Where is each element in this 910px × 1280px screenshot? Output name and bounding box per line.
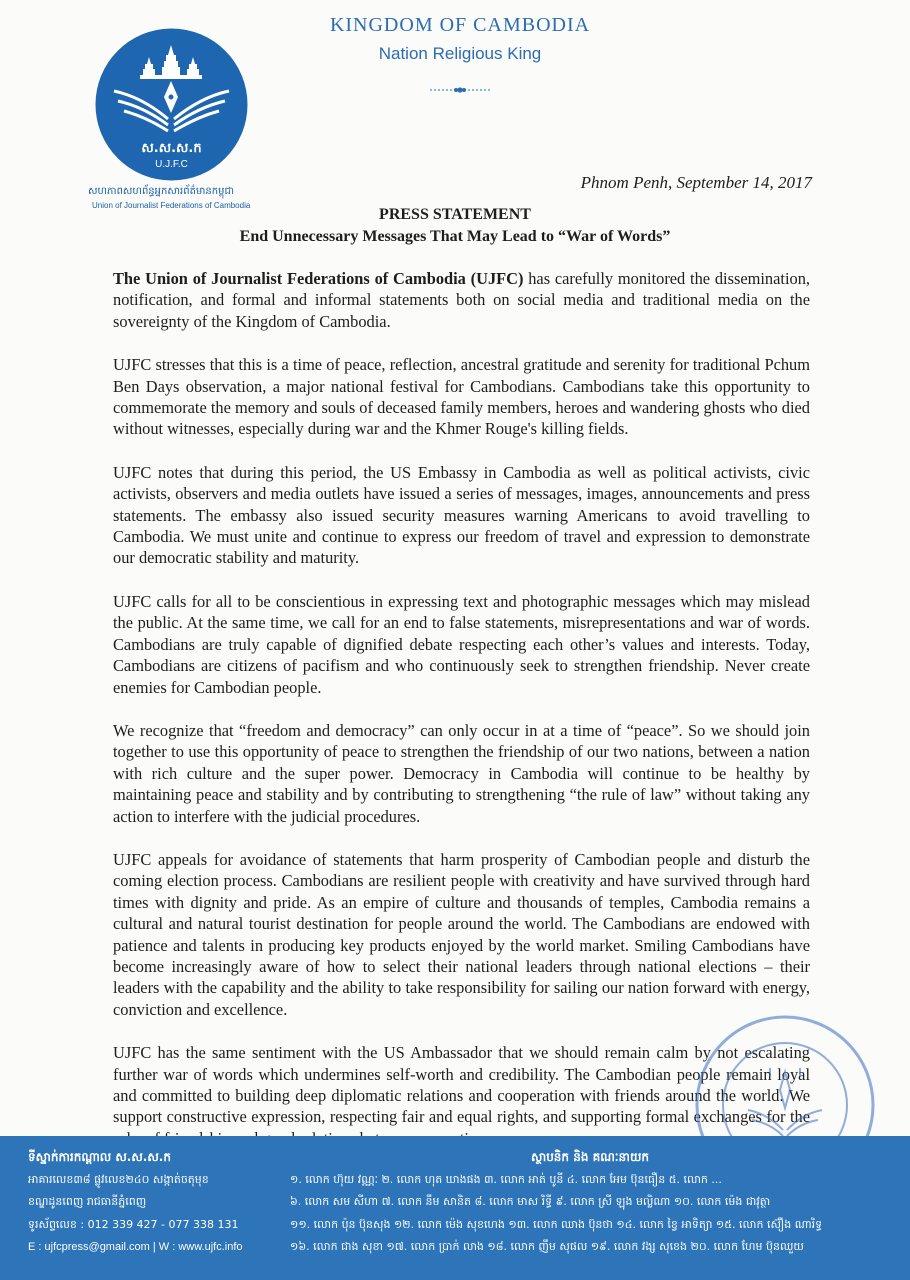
org-name-english: Union of Journalist Federations of Cambodia — [92, 201, 251, 210]
founders-row: ១. លោក ហ៊ុយ វណ្ណៈ ២. លោក ហុត ឃាងផង ៣. លោក អាត់ បូនី ៤. លោក អែម ប៊ុនធឿន ៥. លោក ... — [290, 1172, 722, 1186]
logo-abbrev: U.J.F.C — [155, 159, 188, 170]
date-line: Phnom Penh, September 14, 2017 — [580, 173, 812, 192]
founders-row: ៦. លោក សម សីហា ៧. លោក នឹម សានិត ៨. លោក មាស រិទ្ធី ៩. លោក ស្រី ឡុង មល្លិណា ១០. លោក ម៉េង ជាវុត្ថា — [290, 1195, 771, 1208]
paragraph-1-text: has carefully monitored the dissemination, notification, and formal and informal statements both on social media and traditional media on the sovereignty of the Kingdom of Cambodia. — [113, 269, 810, 331]
office-contact — [28, 1146, 278, 1259]
phone-line: ទូរស័ព្ទលេខ : 012 339 427 - 077 338 131 — [28, 1217, 239, 1231]
ujfc-logo — [94, 27, 249, 182]
email-web-line: E : ujfcpress@gmail.com | W : www.ujfc.info — [28, 1241, 243, 1253]
document-subtitle: End Unnecessary Messages That May Lead to “War of Words” — [239, 228, 671, 245]
founders-title: ស្ថាបនិក និង គណៈនាយក — [530, 1150, 650, 1164]
paragraph-4: UJFC calls for all to be conscientious in expressing text and photographic messages which may mislead the public. At the same time, we call for an end to false statements, misrepresentations and war of words. Cambodians are truly capable of dignified debate respecting each other’s values and interests. Today, Cambodians are citizens of pacifism and who continuously seek to strengthen friendship. Never create enemies for Cambodian people. — [113, 591, 810, 697]
org-name-bold: The Union of Journalist Federations of Cambodia (UJFC) — [113, 269, 524, 288]
national-motto: Nation Religious King — [378, 44, 542, 63]
paragraph-2: UJFC stresses that this is a time of peace, reflection, ancestral gratitude and serenity for traditional Pchum Ben Days observation, a major national festival for Cambodians. Cambodians take this opportunity to commemorate the memory and souls of deceased family members, heroes and wandering ghosts who died without witnesses, especially during war and the Khmer Rouge's killing fields. — [113, 355, 810, 439]
org-name-khmer: សហភាពសហព័ន្ធអ្នកសារព័ត៌មានកម្ពុជា — [88, 186, 234, 197]
paragraph-5: We recognize that “freedom and democracy” can only occur in at a time of “peace”. So we should join together to use this opportunity of peace to strengthen the friendship of our two nations, between a nation with rich culture and the super power. Democracy in Cambodia will continue to be healthy by maintaining peace and stability and by contributing to strengthening “the rule of law” without taking any action to interfere with the judicial procedures. — [113, 720, 810, 826]
address-line-2: ខណ្ឌដូនពេញ រាជធានីភ្នំពេញ — [28, 1195, 147, 1208]
founders-list — [290, 1146, 890, 1259]
paragraph-1 — [113, 268, 810, 332]
founders-row: ១១. លោក ប៉ុន ប៊ុនសុង ១២. លោក ម៉េង សុខហេង ១៣. លោក ឈាង ប៊ុនថា ១៤. លោក ខ្វៃ អាទិត្យា ១៥. លោក ស៊ឿង ណារិទ្ធ — [290, 1217, 823, 1231]
logo-label: ស.ស.ស.ក — [141, 141, 202, 156]
paragraph-7: UJFC has the same sentiment with the US Ambassador that we should remain calm by not escalating further war of words which undermines self-worth and credibility. The Cambodian people remain loyal and committed to building deep diplomatic relations and cooperation with friends around the world. We support constructive expression, respecting fair and equal rights, and supporting formal exchanges for the — [113, 1043, 810, 1127]
kingdom-heading: KINGDOM OF CAMBODIA — [329, 14, 591, 36]
address-line-1: អាគារលេខ៣៨ ផ្លូវលេខ២៤០ សង្កាត់ចតុមុខ — [28, 1172, 209, 1186]
paragraph-6: UJFC appeals for avoidance of statements that harm prosperity of Cambodian people and disturb the coming election process. Cambodians are resilient people with creativity and have survived through hard times with dignity and pride. As an empire of culture and thousands of temples, Cambodia remains a cultural and natural tourist destination for people around the world. The Cambodians are endowed with patience and talents in producing key products enjoyed by the world market. Smiling Cambodians have become increasingly aware of how to select their national leaders through national elections – their leaders with the capability and the ability to take responsibility for sailing our nation forward with energy, conviction and excellence. — [113, 849, 810, 1019]
founders-row: ១៦. លោក ជាង សុខា ១៧. លោក ប្រាក់ លាង ១៨. លោក ញឹម សុផល ១៩. លោក វង្ស សុខេង ២០. លោក ហែម ប៊ុនឈួយ — [290, 1240, 804, 1253]
ornament-divider — [420, 84, 500, 96]
paragraph-3: UJFC notes that during this period, the US Embassy in Cambodia as well as political activists, civic activists, observers and media outlets have issued a series of messages, images, announcements and press statements. The embassy also issued security measures warning Americans to avoid travelling to Cambodia. We must unite and continue to express our freedom of travel and expression to demonstrate our democratic stability and maturity. — [113, 462, 810, 568]
footer-bar — [0, 1136, 910, 1280]
office-title: ទីស្នាក់ការកណ្តាល ស.ស.ស.ក — [28, 1150, 171, 1164]
document-title: PRESS STATEMENT — [379, 206, 531, 223]
